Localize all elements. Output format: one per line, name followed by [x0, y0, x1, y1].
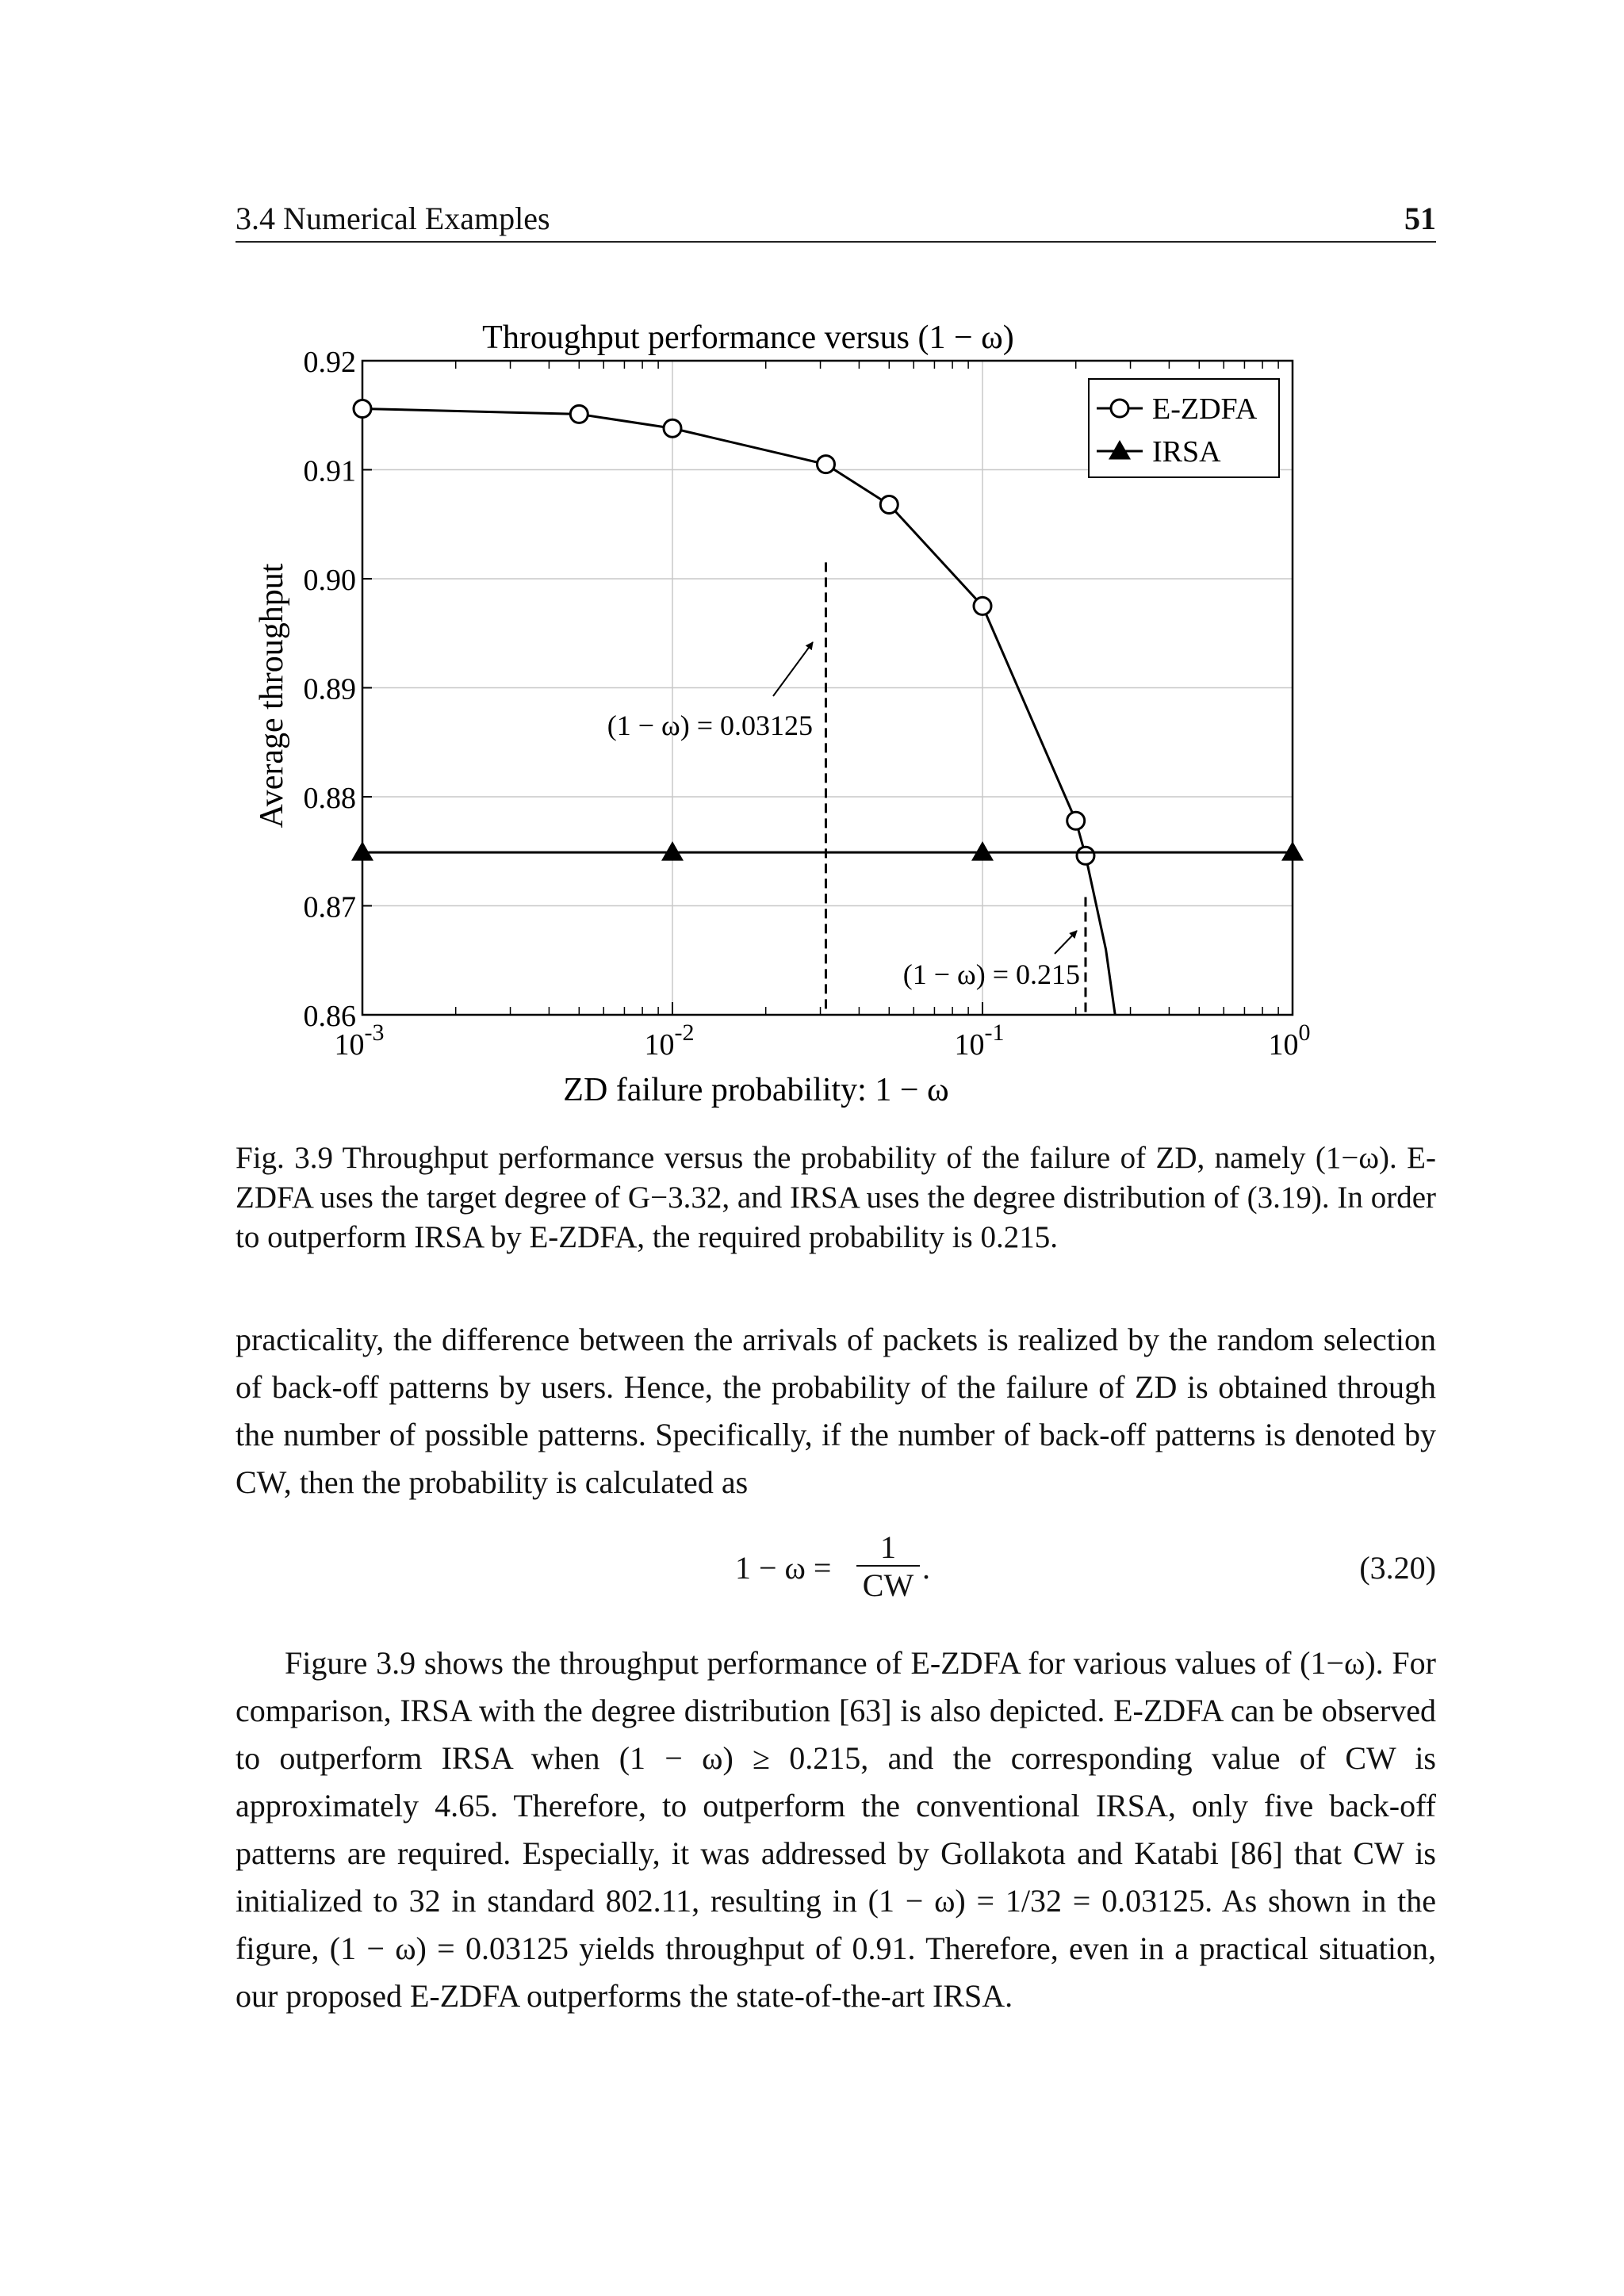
legend-marker [1111, 400, 1128, 417]
x-tick-label: $10^{-3}$ [334, 1020, 385, 1062]
data-point-e-zdfa [817, 456, 834, 473]
data-point-e-zdfa [880, 496, 898, 514]
data-point-e-zdfa [664, 419, 681, 437]
y-tick-label: 0.88 [303, 782, 356, 815]
x-tick-label: $10^0$ [1268, 1020, 1311, 1062]
figure-caption: Fig. 3.9 Throughput performance versus the probability of the failure of ZD, namely (1−ω). E-ZDFA uses the target degree of G−3.32, and IRSA uses the degree distribution of (3.19). In order to outperform IRSA by E-ZDFA, the required probability is 0.215. [236, 1141, 1436, 1254]
body-paragraph-2: Figure 3.9 shows the throughput performance of E-ZDFA for various values of (1−ω). For comparison, IRSA with the degree distribution [63] is also depicted. E-ZDFA can be observed to outperform IRSA when (1 − ω) ≥ 0.215, and the corresponding value of CW is approximately 4.65. Therefore, to outperform the conventional IRSA, only five back-off patterns are required. Especially, it was addressed by Gollakota and Katabi [86] that CW is initialized to 32 in standard 802.11, resulting in (1 − ω) = 1/32 = 0.03125. As shown in the figure, (1 − ω) = 0.03125 yields throughput of 0.91. Therefore, even in a practical situation, our proposed E-ZDFA outperforms the state-of-the-art IRSA. [236, 1645, 1436, 2014]
data-point-irsa [1281, 841, 1304, 861]
y-tick-label: 0.86 [303, 1000, 356, 1033]
y-axis-label: Average throughput [254, 563, 290, 828]
data-point-e-zdfa [570, 405, 588, 423]
equation-numerator: 1 [880, 1529, 896, 1565]
y-tick-label: 0.87 [303, 890, 356, 924]
equation-period: . [922, 1550, 930, 1586]
equation-lhs: 1 − ω = [735, 1550, 832, 1586]
y-tick-label: 0.90 [303, 564, 356, 597]
series-irsa [351, 841, 1304, 861]
equation-fraction [856, 1530, 920, 1605]
data-point-e-zdfa [1067, 812, 1085, 829]
equation-denominator: CW [862, 1567, 914, 1603]
page-number: 51 [1404, 201, 1436, 236]
chart-title: Throughput performance versus (1 − ω) [482, 320, 1014, 356]
body-paragraph-1: practicality, the difference between the arrivals of packets is realized by the random selection of back-off patterns by users. Hence, the probability of the failure of ZD is obtained through the number of possible patterns. Specifically, if the number of back-off patterns is denoted by CW, then the probability is calculated as [236, 1322, 1436, 1500]
series-line-e-zdfa [362, 409, 1131, 1124]
y-tick-label: 0.91 [303, 454, 356, 488]
equation-number: (3.20) [1359, 1550, 1436, 1586]
legend-label: E-ZDFA [1152, 392, 1258, 426]
legend [1089, 379, 1279, 477]
data-point-e-zdfa [354, 400, 371, 418]
data-point-irsa [661, 841, 684, 861]
data-point-irsa [971, 841, 994, 861]
equation-3-20 [236, 1530, 1436, 1609]
x-tick-label: $10^{-1}$ [954, 1020, 1005, 1062]
throughput-chart [0, 0, 1624, 1126]
y-tick-label: 0.92 [303, 346, 356, 379]
section-title: 3.4 Numerical Examples [236, 201, 550, 236]
annotation-arrow-2 [1055, 931, 1077, 954]
x-axis-label: ZD failure probability: 1 − ω [563, 1072, 949, 1108]
legend-label: IRSA [1152, 435, 1221, 469]
y-tick-label: 0.89 [303, 672, 356, 706]
annotation-label-2: (1 − ω) = 0.215 [902, 959, 1080, 990]
annotation-label-1: (1 − ω) = 0.03125 [607, 710, 813, 741]
annotations-layer [607, 562, 1086, 1015]
data-point-e-zdfa [1077, 847, 1094, 864]
x-tick-label: $10^{-2}$ [644, 1020, 695, 1062]
data-point-e-zdfa [974, 597, 991, 614]
data-point-irsa [351, 841, 373, 861]
